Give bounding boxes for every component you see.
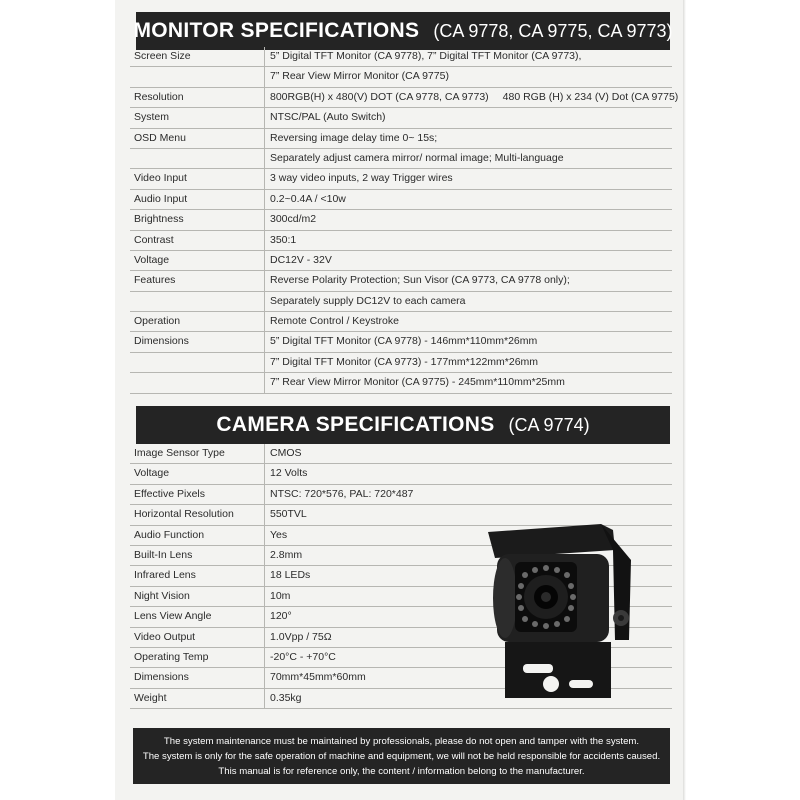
spec-label: Screen Size (134, 50, 191, 62)
table-row (130, 47, 672, 67)
spec-value: 0.35kg (264, 689, 672, 708)
spec-value: NTSC: 720*576, PAL: 720*487 (264, 485, 672, 504)
camera-specs-banner (136, 406, 670, 444)
spec-label: System (134, 111, 170, 124)
notice-line: The system maintenance must be maintained by professionals, please do not open and tamper with the system. (163, 735, 640, 747)
notice-line: This manual is for reference only, the content / information belong to the manufacturer. (218, 765, 585, 777)
spec-value: 7” Rear View Mirror Monitor (CA 9775) (264, 67, 672, 86)
monitor-specs-title: MONITOR SPECIFICATIONS (133, 19, 420, 42)
spec-value: 70mm*45mm*60mm (264, 668, 672, 687)
spec-value: NTSC/PAL (Auto Switch) (264, 108, 672, 127)
spec-value: Reversing image delay time 0~ 15s; (264, 129, 672, 148)
spec-value-group (264, 88, 679, 107)
spec-label: Dimensions (134, 671, 189, 684)
spec-value: 12 Volts (264, 464, 672, 483)
spec-label: Night Vision (134, 589, 190, 602)
spec-value: 7” Digital TFT Monitor (CA 9773) - 177mm*122mm*26mm (264, 353, 672, 372)
spec-value: 7” Rear View Mirror Monitor (CA 9775) - 245mm*110mm*25mm (264, 373, 672, 392)
spec-label: Weight (134, 691, 167, 704)
table-row (130, 169, 672, 189)
spec-label: Voltage (134, 467, 170, 480)
spec-value: 550TVL (264, 505, 672, 524)
spec-label: Features (134, 274, 176, 287)
spec-label: Image Sensor Type (134, 447, 225, 459)
spec-label: Voltage (134, 253, 170, 266)
spec-label: Infrared Lens (134, 569, 196, 582)
spec-value: DC12V - 32V (264, 251, 672, 270)
spec-value: 800RGB(H) x 480(V) DOT (CA 9778, CA 9773) (270, 90, 489, 103)
spec-label: Audio Input (134, 192, 188, 205)
table-row (130, 485, 672, 505)
spec-label: Brightness (134, 213, 184, 226)
spec-label: Contrast (134, 233, 174, 246)
table-row (130, 190, 672, 210)
table-row (130, 373, 672, 393)
table-row (130, 251, 672, 271)
spec-value: Reverse Polarity Protection; Sun Visor (CA 9773, CA 9778 only); (264, 271, 672, 290)
spec-value: 5” Digital TFT Monitor (CA 9778), 7” Digital TFT Monitor (CA 9773), (264, 47, 672, 66)
spec-value: 2.8mm (264, 546, 672, 565)
table-row (130, 210, 672, 230)
camera-specs-title: CAMERA SPECIFICATIONS (216, 413, 495, 436)
table-row (130, 444, 672, 464)
spec-value: 120° (264, 607, 672, 626)
table-row (130, 67, 672, 87)
table-row (130, 108, 672, 128)
spec-value-secondary: 480 RGB (H) x 234 (V) Dot (CA 9775) (502, 90, 679, 103)
table-row (130, 271, 672, 291)
spec-label: Resolution (134, 90, 184, 103)
table-row (130, 312, 672, 332)
spec-label: Horizontal Resolution (134, 508, 234, 521)
spec-value: 3 way video inputs, 2 way Trigger wires (264, 169, 672, 188)
safety-notice (133, 728, 670, 784)
spec-value: 0.2~0.4A / <10w (264, 190, 672, 209)
spec-label: Built-In Lens (134, 548, 193, 561)
spec-label: OSD Menu (134, 131, 186, 144)
spec-label: Operation (134, 315, 181, 328)
spec-value: Separately adjust camera mirror/ normal image; Multi-language (264, 149, 672, 168)
spec-label: Audio Function (134, 528, 205, 541)
spec-label: Video Input (134, 172, 187, 185)
notice-line: The system is only for the safe operation of machine and equipment, we will not be held responsible for accidents caused. (142, 750, 661, 762)
spec-value: Separately supply DC12V to each camera (264, 292, 672, 311)
camera-specs-models: (CA 9774) (508, 414, 590, 435)
spec-value: Remote Control / Keystroke (264, 312, 672, 331)
spec-label: Operating Temp (134, 650, 209, 663)
spec-value: 1.0Vpp / 75Ω (264, 628, 672, 647)
spec-value: 350:1 (264, 231, 672, 250)
spec-label: Video Output (134, 630, 196, 643)
spec-value: 10m (264, 587, 672, 606)
camera-product-image (483, 520, 633, 710)
monitor-specs-models: (CA 9778, CA 9775, CA 9773) (433, 20, 673, 41)
table-row (130, 129, 672, 149)
page-edge (683, 0, 686, 800)
spec-label: Lens View Angle (134, 610, 212, 623)
table-row (130, 292, 672, 312)
table-row (130, 353, 672, 373)
spec-value: 300cd/m2 (264, 210, 672, 229)
table-row (130, 231, 672, 251)
monitor-specs-table (130, 47, 679, 394)
spec-value: CMOS (264, 444, 672, 463)
table-row (130, 332, 672, 352)
spec-label: Dimensions (134, 335, 189, 348)
spec-value: Yes (264, 526, 672, 545)
monitor-specs-banner (133, 12, 673, 50)
spec-value: 18 LEDs (264, 566, 672, 585)
table-row (130, 149, 672, 169)
spec-value: -20°C - +70°C (264, 648, 672, 667)
spec-value: 5” Digital TFT Monitor (CA 9778) - 146mm*110mm*26mm (264, 332, 672, 351)
spec-label: Effective Pixels (134, 487, 206, 500)
table-row (130, 88, 679, 108)
table-row (130, 464, 672, 484)
